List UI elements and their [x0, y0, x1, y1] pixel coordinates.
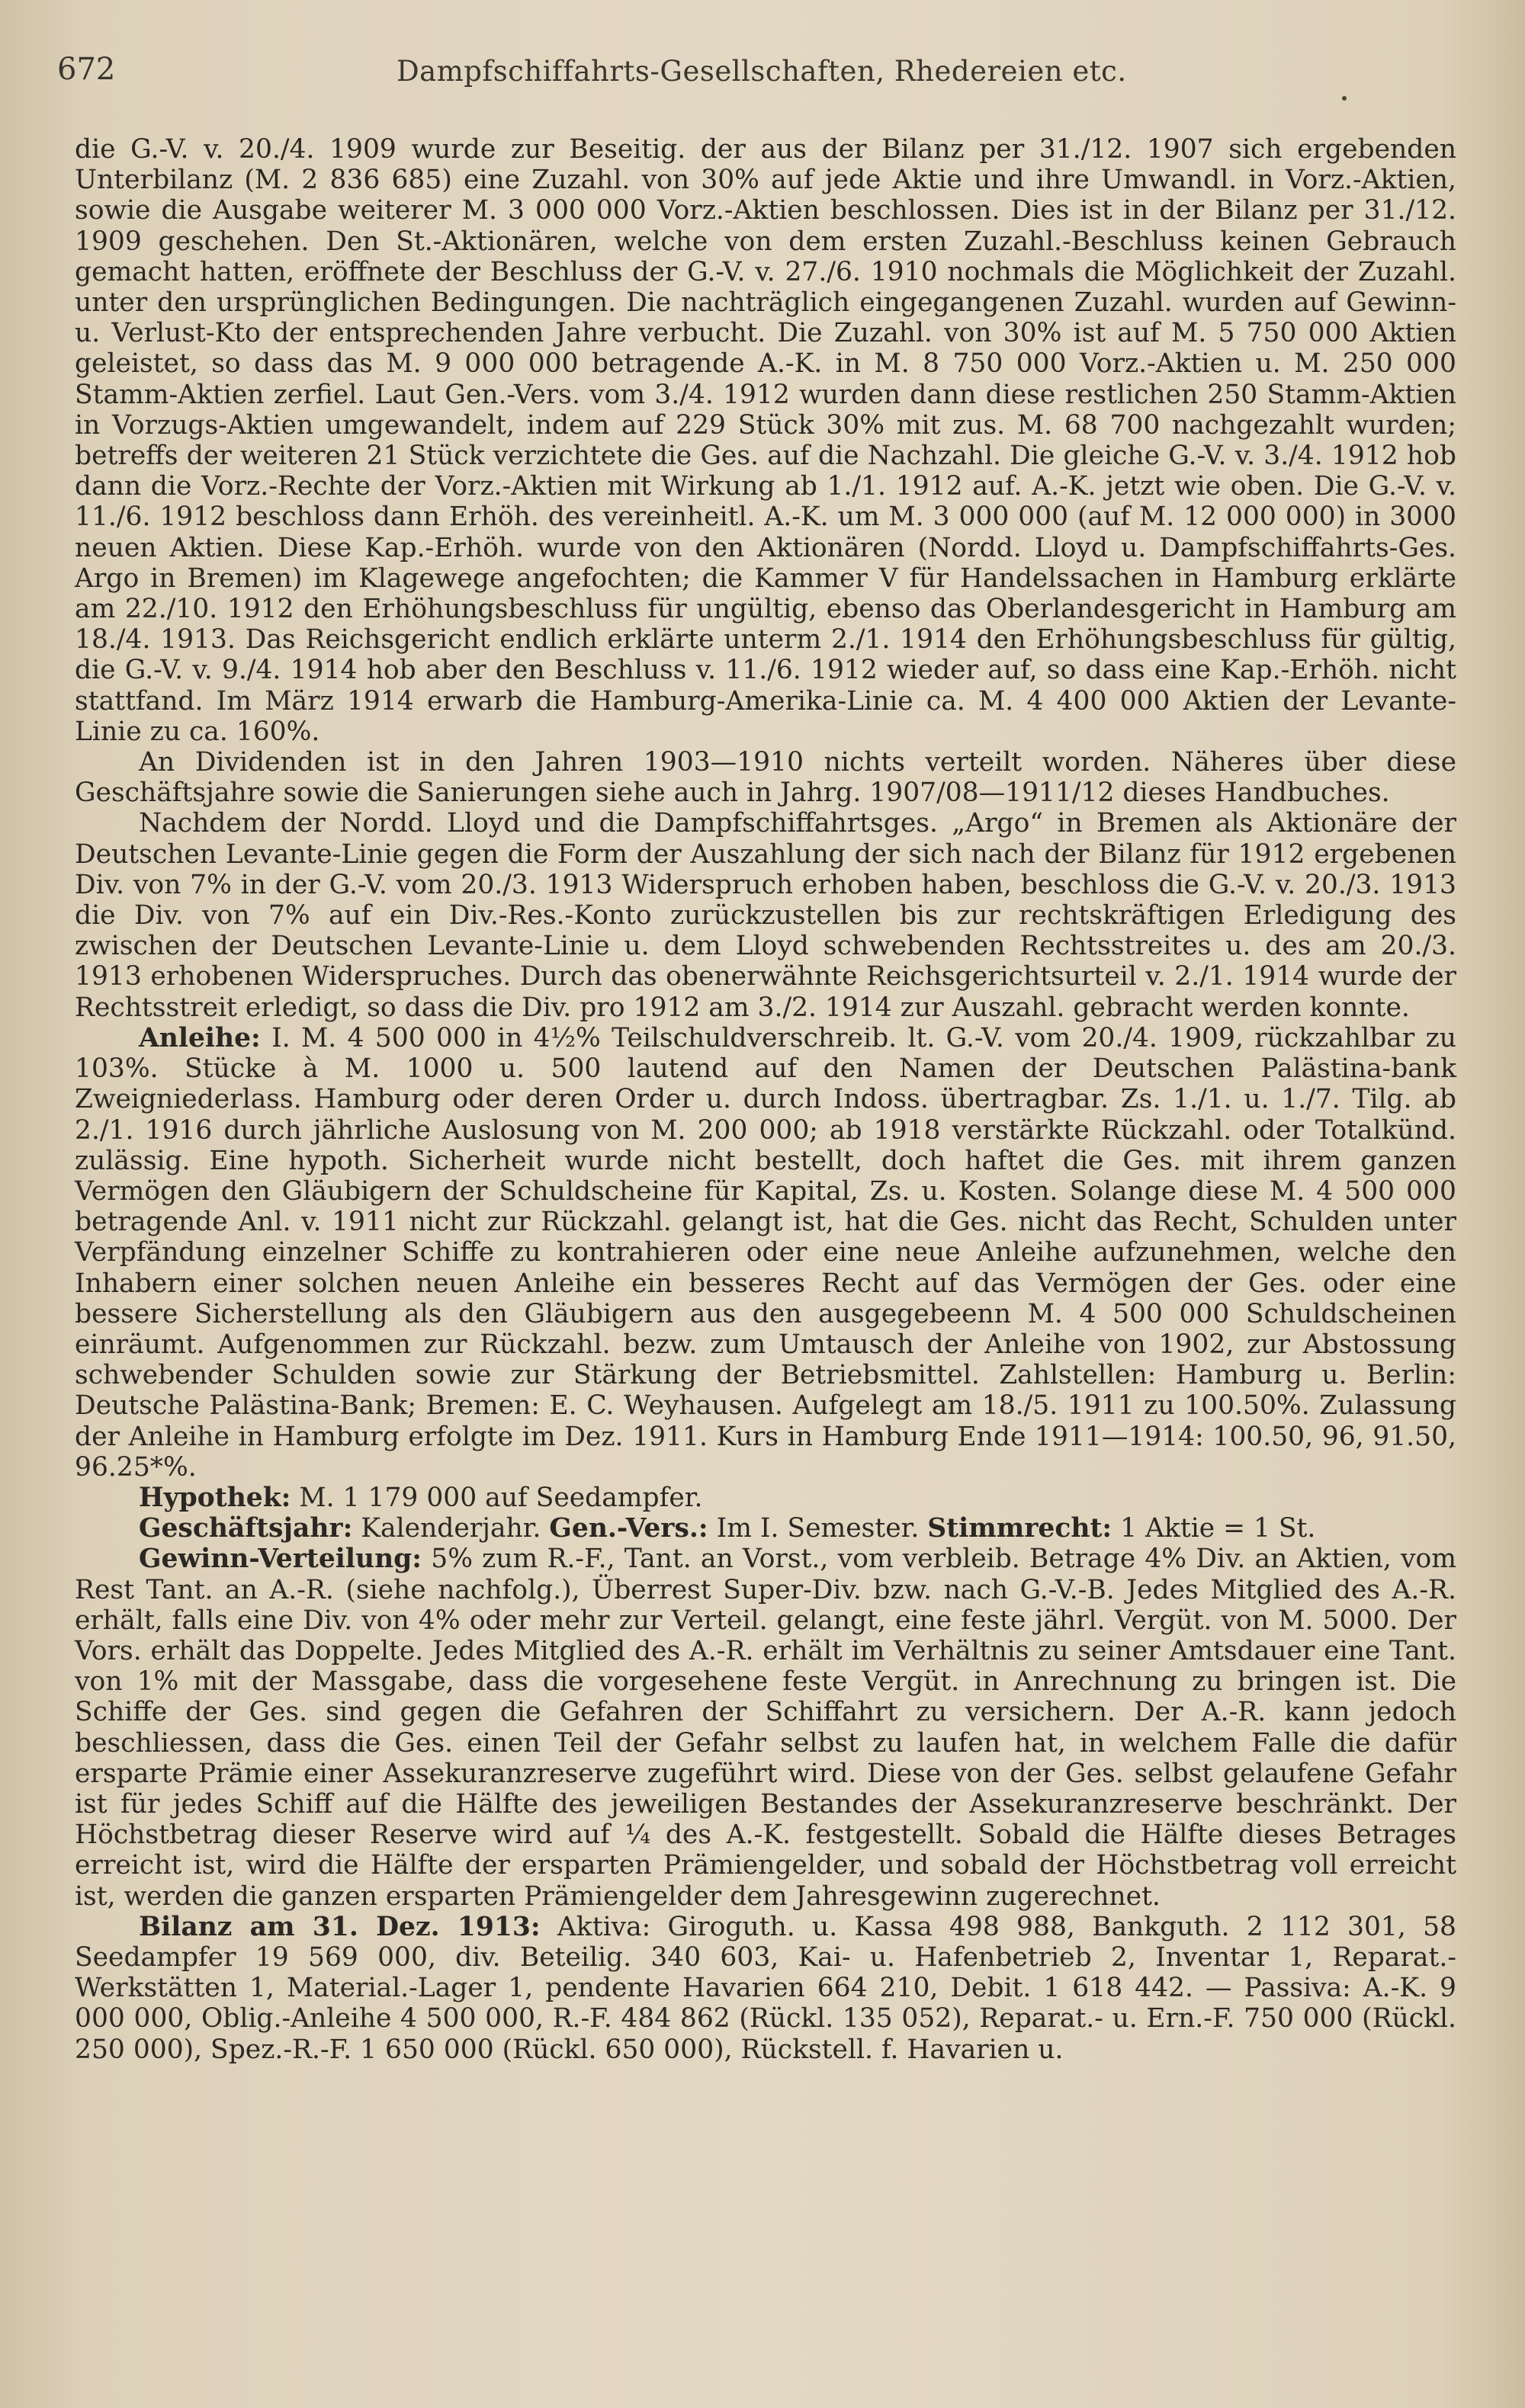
term-label: Bilanz am 31. Dez. 1913: [139, 1911, 541, 1942]
paragraph-gewinn-verteilung [75, 1544, 1456, 1911]
paragraph-hypothek [75, 1483, 1456, 1513]
paragraph-text: An Dividenden ist in den Jahren 1903—1910 nichts verteilt worden. Näheres über diese Geschäftsjahre sowie die Sanierungen siehe auch in Jahrg. 1907/08—1911/12 dieses Handbuches. [75, 747, 1456, 809]
term-label: Anleihe: [139, 1022, 261, 1053]
printer-mark [1342, 96, 1347, 101]
paragraph-text: I. M. 4 500 000 in 4½% Teilschuldverschreib. lt. G.-V. vom 20./4. 1909, rückzahlbar zu 103%. Stücke à M. 1000 u. 500 lautend auf den Namen der Deutschen Palästina-bank Zweigniederlass. Hamburg oder deren Order u. durch Indoss. übertragbar. Zs. 1./1. u. 1./7. Tilg. ab 2./1. 1916 durch jährliche Auslosung von M. 200 000; ab 1918 verstärkte Rückzahl. oder Totalkünd. zulässig. Eine hypoth. Sicherheit wurde nicht bestellt, doch haftet die Ges. mit ihrem ganzen Vermögen den Gläubigern der Schuldscheine für Kapital, Zs. u. Kosten. Solange diese M. 4 500 000 betragende Anl. v. 1911 nicht zur Rückzahl. gelangt ist, hat die Ges. nicht das Recht, Schulden unter Verpfändung einzelner Schiffe zu kontrahieren oder eine neue Anleihe aufzunehmen, welche den Inhabern einer solchen neuen Anleihe ein besseres Recht auf das Vermögen der Ges. oder eine bessere Sicherstellung als den Gläubigern aus den ausgegebeenn M. 4 500 000 Schuldscheinen einräumt. Aufgenommen zur Rückzahl. bezw. zum Umtausch der Anleihe von 1902, zur Abstossung schwebender Schulden sowie zur Stärkung der Betriebsmittel. Zahlstellen: Hamburg u. Berlin: Deutsche Palästina-Bank; Bremen: E. C. Weyhausen. Aufgelegt am 18./5. 1911 zu 100.50%. Zulassung der Anleihe in Hamburg erfolgte im Dez. 1911. Kurs in Hamburg Ende 1911—1914: 100.50, 96, 91.50, 96.25*%. [75, 1022, 1456, 1483]
term-label: Gewinn-Verteilung: [139, 1544, 422, 1575]
paragraph-text: Aktiva: Giroguth. u. Kassa 498 988, Bankguth. 2 112 301, 58 Seedampfer 19 569 000, div. Beteilig. 340 603, Kai- u. Hafenbetrieb 2, Inventar 1, Reparat.-Werkstätten 1, Material.-Lager 1, pendente Havarien 664 210, Debit. 1 618 442. — Passiva: A.-K. 9 000 000, Oblig.-Anleihe 4 500 000, R.-F. 484 862 (Rückl. 135 052), Reparat.- u. Ern.-F. 750 000 (Rückl. 250 000), Spez.-R.-F. 1 650 000 (Rückl. 650 000), Rückstell. f. Havarien u. [75, 1911, 1456, 2065]
document-body [75, 134, 1456, 2065]
term-label: Geschäftsjahr: [139, 1513, 353, 1544]
running-title: Dampfschiffahrts-Gesellschaften, Rhedereien etc. [396, 55, 1127, 88]
paragraph-text: die G.-V. v. 20./4. 1909 wurde zur Beseitig. der aus der Bilanz per 31./12. 1907 sich ergebenden Unterbilanz (M. 2 836 685) eine Zuzahl. von 30% auf jede Aktie und ihre Umwandl. in Vorz.-Aktien, sowie die Ausgabe weiterer M. 3 000 000 Vorz.-Aktien beschlossen. Dies ist in der Bilanz per 31./12. 1909 geschehen. Den St.-Aktionären, welche von dem ersten Zuzahl.-Beschluss keinen Gebrauch gemacht hatten, eröffnete der Beschluss der G.-V. v. 27./6. 1910 nochmals die Möglichkeit der Zuzahl. unter den ursprünglichen Bedingungen. Die nachträglich eingegangenen Zuzahl. wurden auf Gewinn- u. Verlust-Kto der entsprechenden Jahre verbucht. Die Zuzahl. von 30% ist auf M. 5 750 000 Aktien geleistet, so dass das M. 9 000 000 betragende A.-K. in M. 8 750 000 Vorz.-Aktien u. M. 250 000 Stamm-Aktien zerfiel. Laut Gen.-Vers. vom 3./4. 1912 wurden dann diese restlichen 250 Stamm-Aktien in Vorzugs-Aktien umgewandelt, indem auf 229 Stück 30% mit zus. M. 68 700 nachgezahlt wurden; betreffs der weiteren 21 Stück verzichtete die Ges. auf die Nachzahl. Die gleiche G.-V. v. 3./4. 1912 hob dann die Vorz.-Rechte der Vorz.-Aktien mit Wirkung ab 1./1. 1912 auf. A.-K. jetzt wie oben. Die G.-V. v. 11./6. 1912 beschloss dann Erhöh. des vereinheitl. A.-K. um M. 3 000 000 (auf M. 12 000 000) in 3000 neuen Aktien. Diese Kap.-Erhöh. wurde von den Aktionären (Nordd. Lloyd u. Dampfschiffahrts-Ges. Argo in Bremen) im Klagewege angefochten; die Kammer V für Handelssachen in Hamburg erklärte am 22./10. 1912 den Erhöhungsbeschluss für ungültig, ebenso das Oberlandesgericht in Hamburg am 18./4. 1913. Das Reichsgericht endlich erklärte unterm 2./1. 1914 den Erhöhungsbeschluss für gültig, die G.-V. v. 9./4. 1914 hob aber den Beschluss v. 11./6. 1912 wieder auf, so dass eine Kap.-Erhöh. nicht stattfand. Im März 1914 erwarb die Hamburg-Amerika-Linie ca. M. 4 400 000 Aktien der Levante-Linie zu ca. 160%. [75, 134, 1456, 747]
paragraph-anleihe [75, 1023, 1456, 1483]
paragraph-text: 1 Aktie = 1 St. [1112, 1513, 1316, 1544]
page-header [46, 52, 1464, 98]
paragraph-dividend-dispute [75, 808, 1456, 1022]
page-number: 672 [57, 52, 116, 87]
term-label: Gen.-Vers.: [549, 1513, 708, 1544]
paragraph-text: Nachdem der Nordd. Lloyd und die Dampfschiffahrtsges. „Argo“ in Bremen als Aktionäre der Deutschen Levante-Linie gegen die Form der Auszahlung der sich nach der Bilanz für 1912 ergebenen Div. von 7% in der G.-V. vom 20./3. 1913 Widerspruch erhoben haben, beschloss die G.-V. v. 20./3. 1913 die Div. von 7% auf ein Div.-Res.-Konto zurückzustellen bis zur rechtskräftigen Erledigung des zwischen der Deutschen Levante-Linie u. dem Lloyd schwebenden Rechtsstreites u. des am 20./3. 1913 erhobenen Widerspruches. Durch das obenerwähnte Reichsgerichtsurteil v. 2./1. 1914 wurde der Rechtsstreit erledigt, so dass die Div. pro 1912 am 3./2. 1914 zur Auszahl. gebracht werden konnte. [75, 808, 1456, 1023]
paragraph-text: Kalenderjahr. [352, 1513, 550, 1544]
term-label: Hypothek: [139, 1482, 291, 1513]
paragraph-bilanz [75, 1912, 1456, 2065]
paragraph-text: M. 1 179 000 auf Seedampfer. [291, 1482, 703, 1513]
paragraph-dividends [75, 747, 1456, 808]
paragraph-text: 5% zum R.-F., Tant. an Vorst., vom verbleib. Betrage 4% Div. an Aktien, vom Rest Tant. an A.-R. (siehe nachfolg.), Überrest Super-Div. bzw. nach G.-V.-B. Jedes Mitglied des A.-R. erhält, falls eine Div. von 4% oder mehr zur Verteil. gelangt, eine feste jährl. Vergüt. von M. 5000. Der Vors. erhält das Doppelte. Jedes Mitglied des A.-R. erhält im Verhältnis zu seiner Amtsdauer eine Tant. von 1% mit der Massgabe, dass die vorgesehene feste Vergüt. in Anrechnung zu bringen ist. Die Schiffe der Ges. sind gegen die Gefahren der Schiffahrt zu versichern. Der A.-R. kann jedoch beschliessen, dass die Ges. einen Teil der Gefahr selbst zu laufen hat, in welchem Falle die dafür ersparte Prämie einer Assekuranzreserve zugeführt wird. Diese von der Ges. selbst gelaufene Gefahr ist für jedes Schiff auf die Hälfte des jeweiligen Bestandes der Assekuranzreserve beschränkt. Der Höchstbetrag dieser Reserve wird auf ¼ des A.-K. festgestellt. Sobald die Hälfte dieses Betrages erreicht ist, wird die Hälfte der ersparten Prämiengelder, und sobald der Höchstbetrag voll erreicht ist, werden die ganzen ersparten Prämiengelder dem Jahresgewinn zugerechnet. [75, 1544, 1456, 1912]
paragraph-capital-history [75, 134, 1456, 747]
term-label: Stimmrecht: [927, 1513, 1112, 1544]
paragraph-text: Im I. Semester. [708, 1513, 928, 1544]
paragraph-geschaeftsjahr [75, 1513, 1456, 1544]
